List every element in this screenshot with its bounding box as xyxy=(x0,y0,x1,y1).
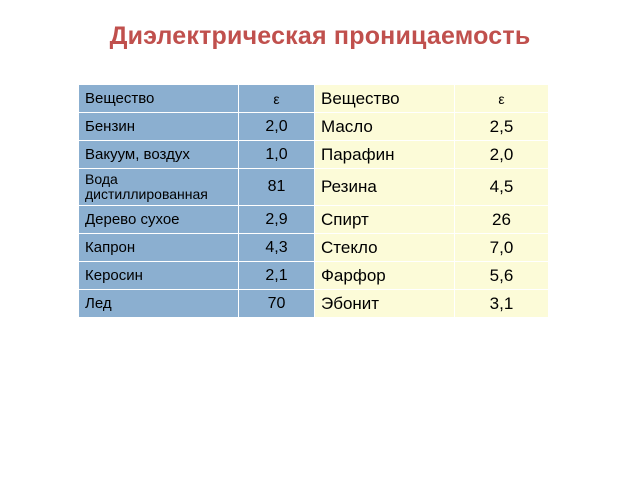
dielectric-table-container xyxy=(78,84,548,318)
column-header-substance-left: Вещество xyxy=(79,85,239,113)
cell-epsilon-left: 2,9 xyxy=(239,206,315,234)
cell-substance-left: Керосин xyxy=(79,262,239,290)
cell-substance-left: Вода дистиллированная xyxy=(79,169,239,206)
table-row xyxy=(79,141,549,169)
table-row xyxy=(79,262,549,290)
table-row xyxy=(79,234,549,262)
cell-epsilon-right: 2,0 xyxy=(455,141,549,169)
cell-substance-right: Резина xyxy=(315,169,455,206)
page-title: Диэлектрическая проницаемость xyxy=(109,22,531,50)
cell-substance-left: Лед xyxy=(79,290,239,318)
cell-epsilon-left: 70 xyxy=(239,290,315,318)
cell-substance-right: Масло xyxy=(315,113,455,141)
cell-epsilon-left: 1,0 xyxy=(239,141,315,169)
table-row xyxy=(79,206,549,234)
cell-epsilon-left: 4,3 xyxy=(239,234,315,262)
cell-epsilon-right: 3,1 xyxy=(455,290,549,318)
cell-epsilon-right: 2,5 xyxy=(455,113,549,141)
cell-epsilon-right: 7,0 xyxy=(455,234,549,262)
cell-epsilon-right: 5,6 xyxy=(455,262,549,290)
column-header-epsilon-left: ε xyxy=(239,85,315,113)
column-header-substance-right: Вещество xyxy=(315,85,455,113)
cell-epsilon-left: 2,1 xyxy=(239,262,315,290)
cell-substance-right: Стекло xyxy=(315,234,455,262)
cell-substance-right: Парафин xyxy=(315,141,455,169)
table-header-row xyxy=(79,85,549,113)
table-row xyxy=(79,113,549,141)
cell-substance-left: Вакуум, воздух xyxy=(79,141,239,169)
cell-substance-right: Спирт xyxy=(315,206,455,234)
table-row xyxy=(79,169,549,206)
cell-substance-right: Фарфор xyxy=(315,262,455,290)
dielectric-table xyxy=(78,84,549,318)
cell-substance-left: Бензин xyxy=(79,113,239,141)
cell-epsilon-left: 81 xyxy=(239,169,315,206)
cell-substance-right: Эбонит xyxy=(315,290,455,318)
cell-epsilon-right: 26 xyxy=(455,206,549,234)
cell-substance-left: Дерево сухое xyxy=(79,206,239,234)
cell-substance-left: Капрон xyxy=(79,234,239,262)
cell-epsilon-right: 4,5 xyxy=(455,169,549,206)
table-row xyxy=(79,290,549,318)
column-header-epsilon-right: ε xyxy=(455,85,549,113)
cell-epsilon-left: 2,0 xyxy=(239,113,315,141)
